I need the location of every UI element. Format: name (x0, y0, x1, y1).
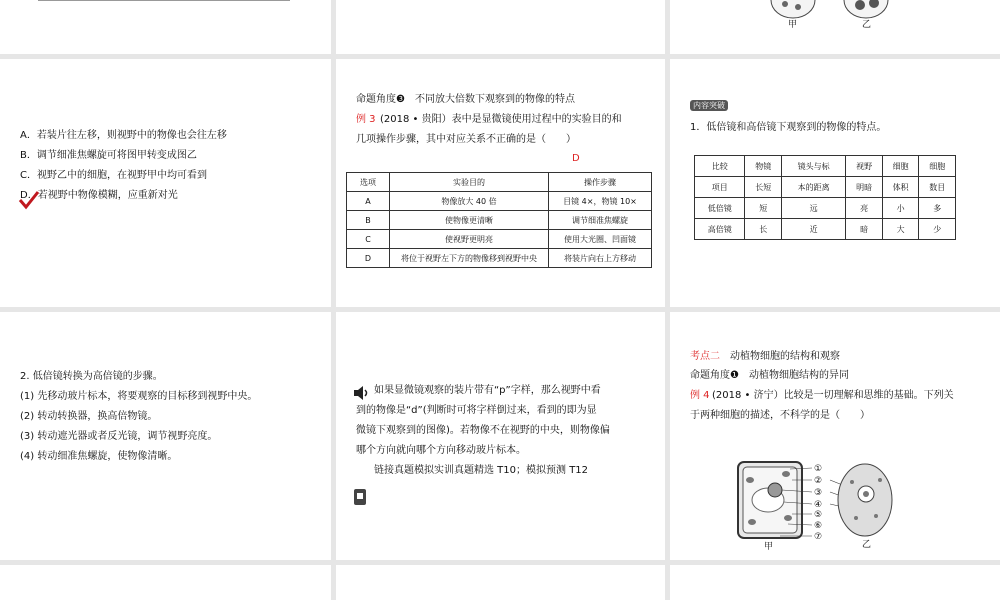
table-cell: A (347, 192, 390, 211)
animal-cell (838, 464, 892, 536)
link-practice: 链接真题模拟实训真题精选 T10；模拟预测 T12 (374, 465, 589, 476)
table-cell: 将装片向右上方移动 (549, 249, 652, 268)
slide-tip (336, 312, 665, 560)
slide-options (0, 59, 331, 307)
question-line-2: 于两种细胞的描述，不科学的是（ ） (690, 410, 870, 421)
step-2: (2) 转动转换器，换高倍物镜。 (20, 411, 158, 422)
table-header: 细胞 (882, 156, 919, 177)
answer: D (572, 153, 580, 164)
table-cell: 使物像更清晰 (390, 211, 549, 230)
option-d: D．若视野中物像模糊，应重新对光 (20, 190, 178, 201)
tip-line-1: 如果显微镜观察的装片带有“p”字样，那么视野中看 (374, 385, 601, 396)
table-cell: 亮 (846, 198, 883, 219)
divider-line (38, 0, 290, 1)
table-cell: 多 (919, 198, 956, 219)
table-cell: 将位于视野左下方的物像移到视野中央 (390, 249, 549, 268)
diagram-label-3: ③ (814, 488, 823, 498)
table-header: 操作步骤 (549, 173, 652, 192)
step-3: (3) 转动遮光器或者反光镜，调节视野亮度。 (20, 431, 218, 442)
slide-bottom-left (0, 565, 331, 600)
slide-bottom-middle (336, 565, 665, 600)
experiment-table (346, 172, 652, 268)
book-icon[interactable] (353, 488, 367, 506)
slide-example-4 (670, 312, 1000, 560)
microscope-view-figure (670, 0, 1000, 54)
diagram-label-7: ⑦ (814, 532, 823, 542)
table-cell: 少 (919, 219, 956, 240)
speaker-icon (352, 385, 372, 401)
table-cell: C (347, 230, 390, 249)
table-header: 物镜 (745, 156, 782, 177)
table-cell: 短 (745, 198, 782, 219)
table-cell: 物像放大 40 倍 (390, 192, 549, 211)
table-header: 视野 (846, 156, 883, 177)
tip-line-3: 微镜下观察到的图像)。若物像不在视野的中央，则物像偏 (356, 425, 610, 436)
point-label: 考点二 (690, 351, 720, 362)
slide-content-breakthrough (670, 59, 1000, 307)
table-cell: 大 (882, 219, 919, 240)
example-label: 例 4 (690, 390, 710, 401)
option-a: A．若装片往左移，则视野中的物像也会往左移 (20, 130, 227, 141)
table-cell: 小 (882, 198, 919, 219)
diagram-label-2: ② (814, 476, 823, 486)
step-4: (4) 转动细准焦螺旋，使物像清晰。 (20, 451, 178, 462)
question-line-2: 几项操作步骤，其中对应关系不正确的是（ ） (356, 134, 576, 145)
plant-cell (738, 462, 802, 538)
question-angle: 命题角度❸ 不同放大倍数下观察到的物像的特点 (356, 94, 575, 105)
diagram-label-1: ① (814, 464, 823, 474)
table-header: 实验目的 (390, 173, 549, 192)
table-cell: 使用大光圈、凹面镜 (549, 230, 652, 249)
table-cell: 远 (781, 198, 845, 219)
table-header: 体积 (882, 177, 919, 198)
table-cell: 高倍镜 (695, 219, 745, 240)
comparison-table (694, 155, 956, 240)
slide-top-right (670, 0, 1000, 54)
tip-line-2: 到的物像是“d”(判断时可将字样倒过来，看到的即为显 (356, 405, 597, 416)
table-header: 比较 (695, 156, 745, 177)
steps-heading: 2. 低倍镜转换为高倍镜的步骤。 (20, 371, 163, 382)
figure-label-yi: 乙 (862, 540, 872, 550)
content-badge: 内容突破 (690, 100, 728, 111)
slide-bottom-right (670, 565, 1000, 600)
step-1: (1) 先移动玻片标本，将要观察的目标移到视野中央。 (20, 391, 258, 402)
table-cell: D (347, 249, 390, 268)
example-label: 例 3 (356, 114, 376, 125)
figure-label-yi: 乙 (862, 20, 872, 30)
slide-steps (0, 312, 331, 560)
slide-top-left (0, 0, 331, 54)
section-heading: 1．低倍镜和高倍镜下观察到的物像的特点。 (690, 122, 887, 133)
table-header: 选项 (347, 173, 390, 192)
table-header: 本的距离 (781, 177, 845, 198)
table-header: 数目 (919, 177, 956, 198)
option-b: B．调节细准焦螺旋可将图甲转变成图乙 (20, 150, 197, 161)
figure-label-jia: 甲 (788, 20, 798, 30)
table-header: 项目 (695, 177, 745, 198)
question-line-1: (2018 • 贵阳）表中是显微镜使用过程中的实验目的和 (380, 114, 622, 125)
diagram-label-6: ⑥ (814, 521, 823, 531)
table-header: 长短 (745, 177, 782, 198)
table-cell: 暗 (846, 219, 883, 240)
figure-label-jia: 甲 (764, 542, 774, 552)
table-cell: 调节细准焦螺旋 (549, 211, 652, 230)
table-header: 细胞 (919, 156, 956, 177)
slide-top-middle (336, 0, 665, 54)
table-cell: B (347, 211, 390, 230)
slide-example-3 (336, 59, 665, 307)
option-c: C．视野乙中的细胞，在视野甲中均可看到 (20, 170, 207, 181)
question-line-1: (2018 • 济宁）比较是一切理解和思维的基础。下列关 (712, 390, 954, 401)
diagram-label-5: ⑤ (814, 510, 823, 520)
point-title: 动植物细胞的结构和观察 (730, 351, 840, 362)
tip-line-4: 哪个方向就向哪个方向移动玻片标本。 (356, 445, 526, 456)
table-cell: 长 (745, 219, 782, 240)
table-header: 镜头与标 (781, 156, 845, 177)
table-cell: 近 (781, 219, 845, 240)
table-cell: 低倍镜 (695, 198, 745, 219)
question-angle: 命题角度❶ 动植物细胞结构的异同 (690, 370, 849, 381)
diagram-label-4: ④ (814, 500, 823, 510)
table-header: 明暗 (846, 177, 883, 198)
table-cell: 目镜 4×，物镜 10× (549, 192, 652, 211)
table-cell: 使视野更明亮 (390, 230, 549, 249)
checkmark-icon (18, 190, 40, 210)
